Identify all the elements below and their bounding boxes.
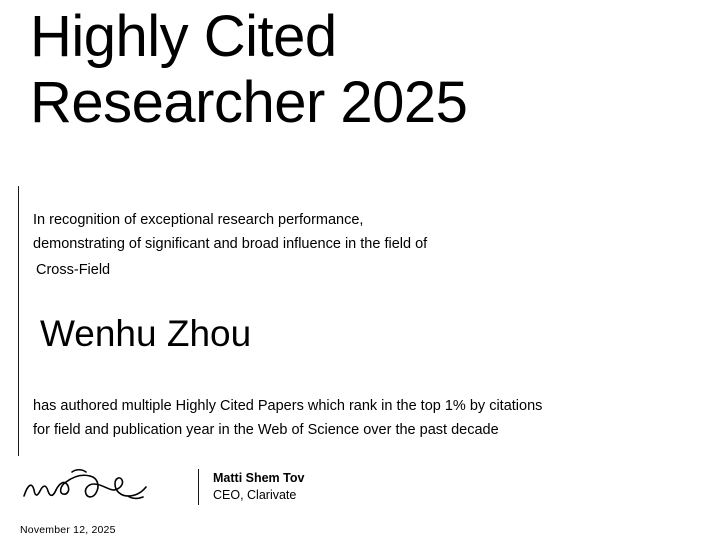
title-line-2: Researcher 2025 [30, 70, 468, 135]
handwritten-signature-icon [20, 466, 190, 508]
research-field: Cross-Field [36, 262, 111, 278]
signer-name: Matti Shem Tov [213, 471, 305, 485]
recognition-text [33, 208, 673, 256]
title-line-1: Highly Cited [30, 4, 337, 69]
recognition-line-2: demonstrating of significant and broad influence in the field of [33, 236, 428, 252]
citation-statement [33, 394, 698, 442]
signer-info [213, 470, 304, 504]
recognition-line-1: In recognition of exceptional research performance, [33, 212, 364, 228]
certificate-title [30, 4, 680, 136]
signature-block [20, 466, 304, 508]
recipient-name: Wenhu Zhou [40, 313, 252, 354]
statement-line-2: for field and publication year in the Web of Science over the past decade [33, 422, 499, 438]
issue-date: November 12, 2025 [20, 524, 116, 536]
left-vertical-rule [18, 186, 19, 456]
signature-divider [198, 469, 199, 505]
signer-title: CEO, Clarivate [213, 488, 297, 502]
statement-line-1: has authored multiple Highly Cited Papers which rank in the top 1% by citations [33, 398, 543, 414]
